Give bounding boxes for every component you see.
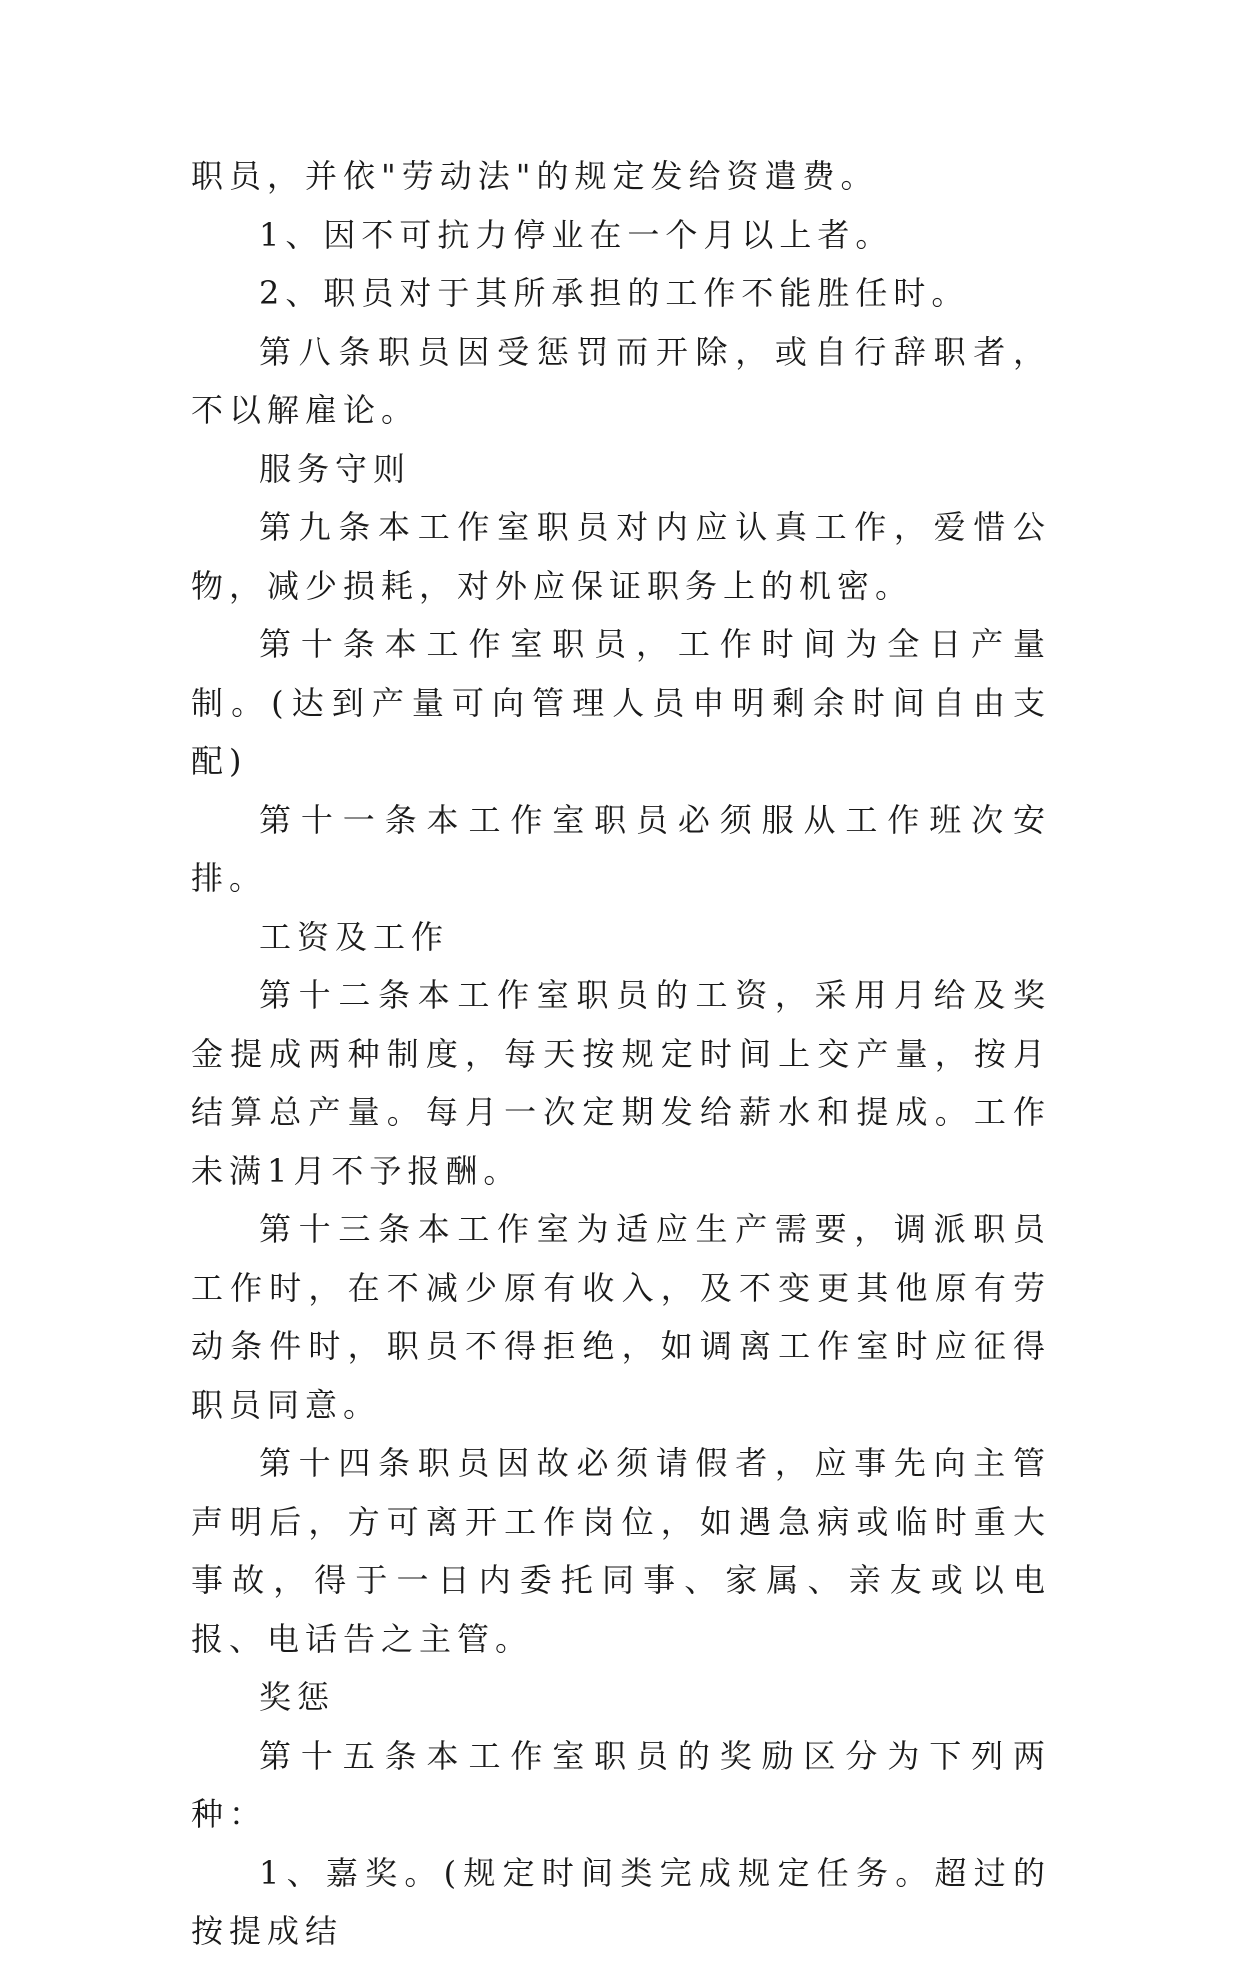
paragraph-12: 第十四条职员因故必须请假者，应事先向主管声明后，方可离开工作岗位，如遇急病或临时重大事故，得于一日内委托同事、家属、亲友或以电报、电话告之主管。 <box>191 1444 1051 1658</box>
section-heading-wages: 工资及工作 <box>259 917 450 956</box>
paragraph-7: 第十条本工作室职员，工作时间为全日产量制。(达到产量可向管理人员申明剩余时间自由支配) <box>191 625 1051 780</box>
paragraph-10: 第十二条本工作室职员的工资，采用月给及奖金提成两种制度，每天按规定时间上交产量，按月结算总产量。每月一次定期发给薪水和提成。工作未满1月不予报酬。 <box>191 976 1051 1190</box>
section-heading-service-rules: 服务守则 <box>259 449 412 488</box>
paragraph-3: 2、职员对于其所承担的工作不能胜任时。 <box>259 274 970 312</box>
section-heading-rewards: 奖惩 <box>259 1678 336 1716</box>
paragraph-15: 1、嘉奖。(规定时间类完成规定任务。超过的按提成结 <box>191 1853 1051 1950</box>
paragraph-4: 第八条职员因受惩罚而开除，或自行辞职者，不以解雇论。 <box>191 332 1051 429</box>
paragraph-2: 1、因不可抗力停业在一个月以上者。 <box>259 215 894 254</box>
paragraph-1: 职员，并依"劳动法"的规定发给资遣费。 <box>191 157 879 195</box>
paragraph-8: 第十一条本工作室职员必须服从工作班次安排。 <box>191 800 1051 897</box>
paragraph-6: 第九条本工作室职员对内应认真工作，爱惜公物，减少损耗，对外应保证职务上的机密。 <box>191 508 1051 605</box>
paragraph-14: 第十五条本工作室职员的奖励区分为下列两种： <box>191 1736 1051 1833</box>
paragraph-11: 第十三条本工作室为适应生产需要，调派职员工作时，在不减少原有收入，及不变更其他原有劳动条件时，职员不得拒绝，如调离工作室时应征得职员同意。 <box>191 1210 1051 1424</box>
document-page <box>191 147 1051 1961</box>
